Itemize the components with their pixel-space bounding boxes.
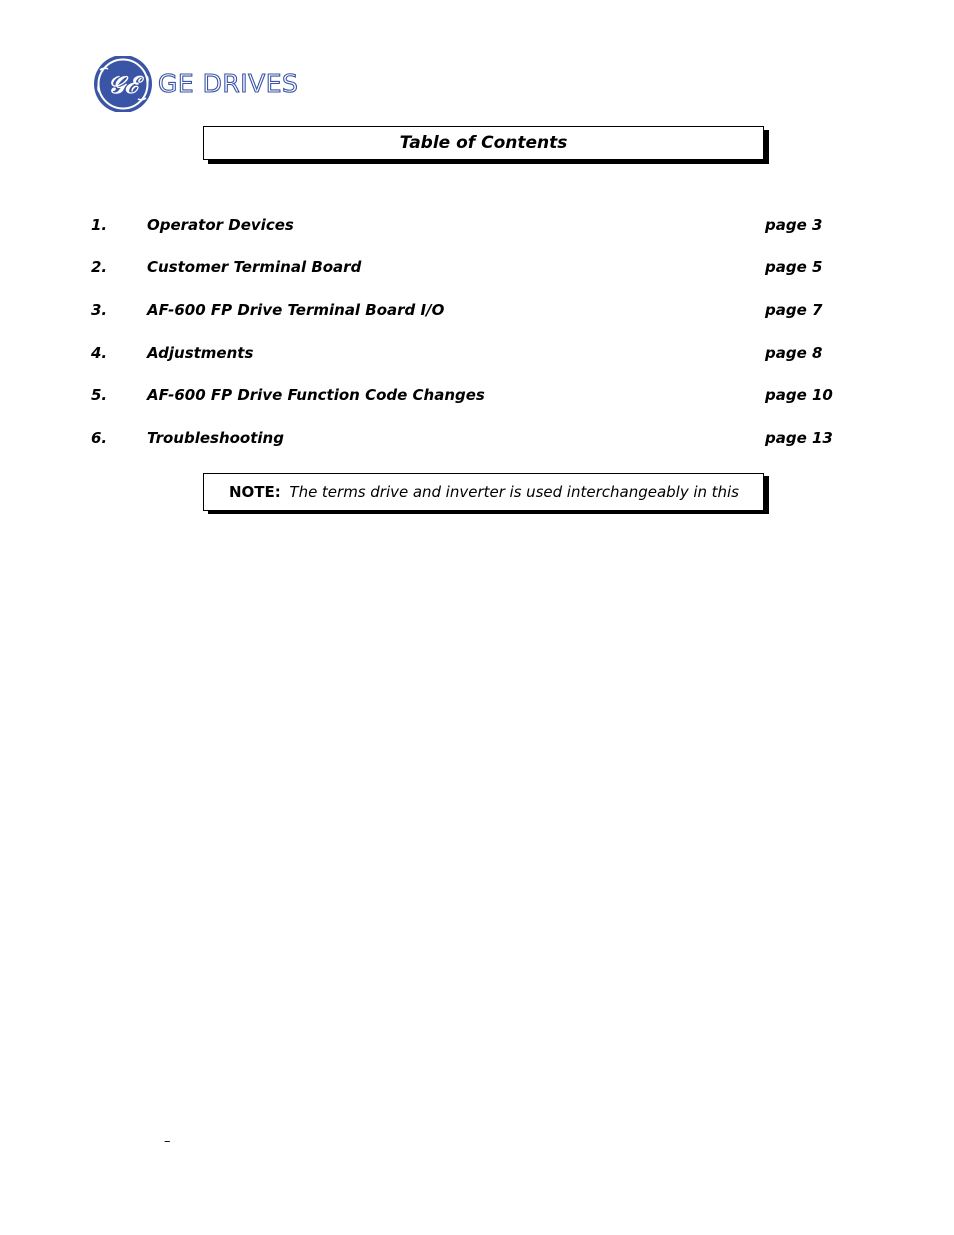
toc-item-page: page 7 [765, 301, 823, 319]
toc-item[interactable] [0, 384, 954, 406]
toc-item[interactable] [0, 214, 954, 236]
toc-item[interactable] [0, 427, 954, 449]
ge-drives-logo [92, 56, 298, 112]
svg-text:𝒢ℰ: 𝒢ℰ [107, 70, 139, 99]
toc-item-number: 1. [91, 216, 108, 234]
note-word: The [289, 483, 318, 501]
toc-item[interactable] [0, 256, 954, 278]
toc-item-title: AF-600 FP Drive Terminal Board I/O [147, 301, 445, 319]
note-word: terms [321, 483, 366, 501]
toc-item-number: 4. [91, 344, 108, 362]
toc-item[interactable] [0, 342, 954, 364]
toc-item-page: page 3 [765, 216, 823, 234]
note-word: used [526, 483, 563, 501]
toc-item-page: page 13 [765, 429, 833, 447]
toc-item-title: Adjustments [147, 344, 254, 362]
note-word: in [693, 483, 708, 501]
toc-item[interactable] [0, 299, 954, 321]
note-word: is [509, 483, 522, 501]
toc-item-title: Troubleshooting [147, 429, 284, 447]
toc-item-page: page 10 [765, 386, 833, 404]
note-box [203, 473, 764, 511]
toc-item-number: 5. [91, 386, 108, 404]
toc-item-number: 6. [91, 429, 108, 447]
toc-item-title: Customer Terminal Board [147, 258, 362, 276]
toc-heading: Table of Contents [399, 133, 568, 153]
ge-monogram-icon [92, 56, 154, 112]
toc-item-number: 2. [91, 258, 108, 276]
note-word: inverter [445, 483, 505, 501]
toc-item-number: 3. [91, 301, 108, 319]
note-word: this [711, 483, 739, 501]
toc-item-title: AF-600 FP Drive Function Code Changes [147, 386, 485, 404]
footer-mark: – [164, 1134, 171, 1149]
note-word: drive [370, 483, 409, 501]
note-text [229, 474, 739, 510]
toc-item-title: Operator Devices [147, 216, 294, 234]
note-word: interchangeably [566, 483, 689, 501]
logo-text: GE DRIVES [158, 69, 299, 98]
note-word: and [412, 483, 442, 501]
toc-item-page: page 5 [765, 258, 823, 276]
toc-title-box [203, 126, 764, 160]
note-label: NOTE: [229, 483, 281, 501]
toc-item-page: page 8 [765, 344, 823, 362]
